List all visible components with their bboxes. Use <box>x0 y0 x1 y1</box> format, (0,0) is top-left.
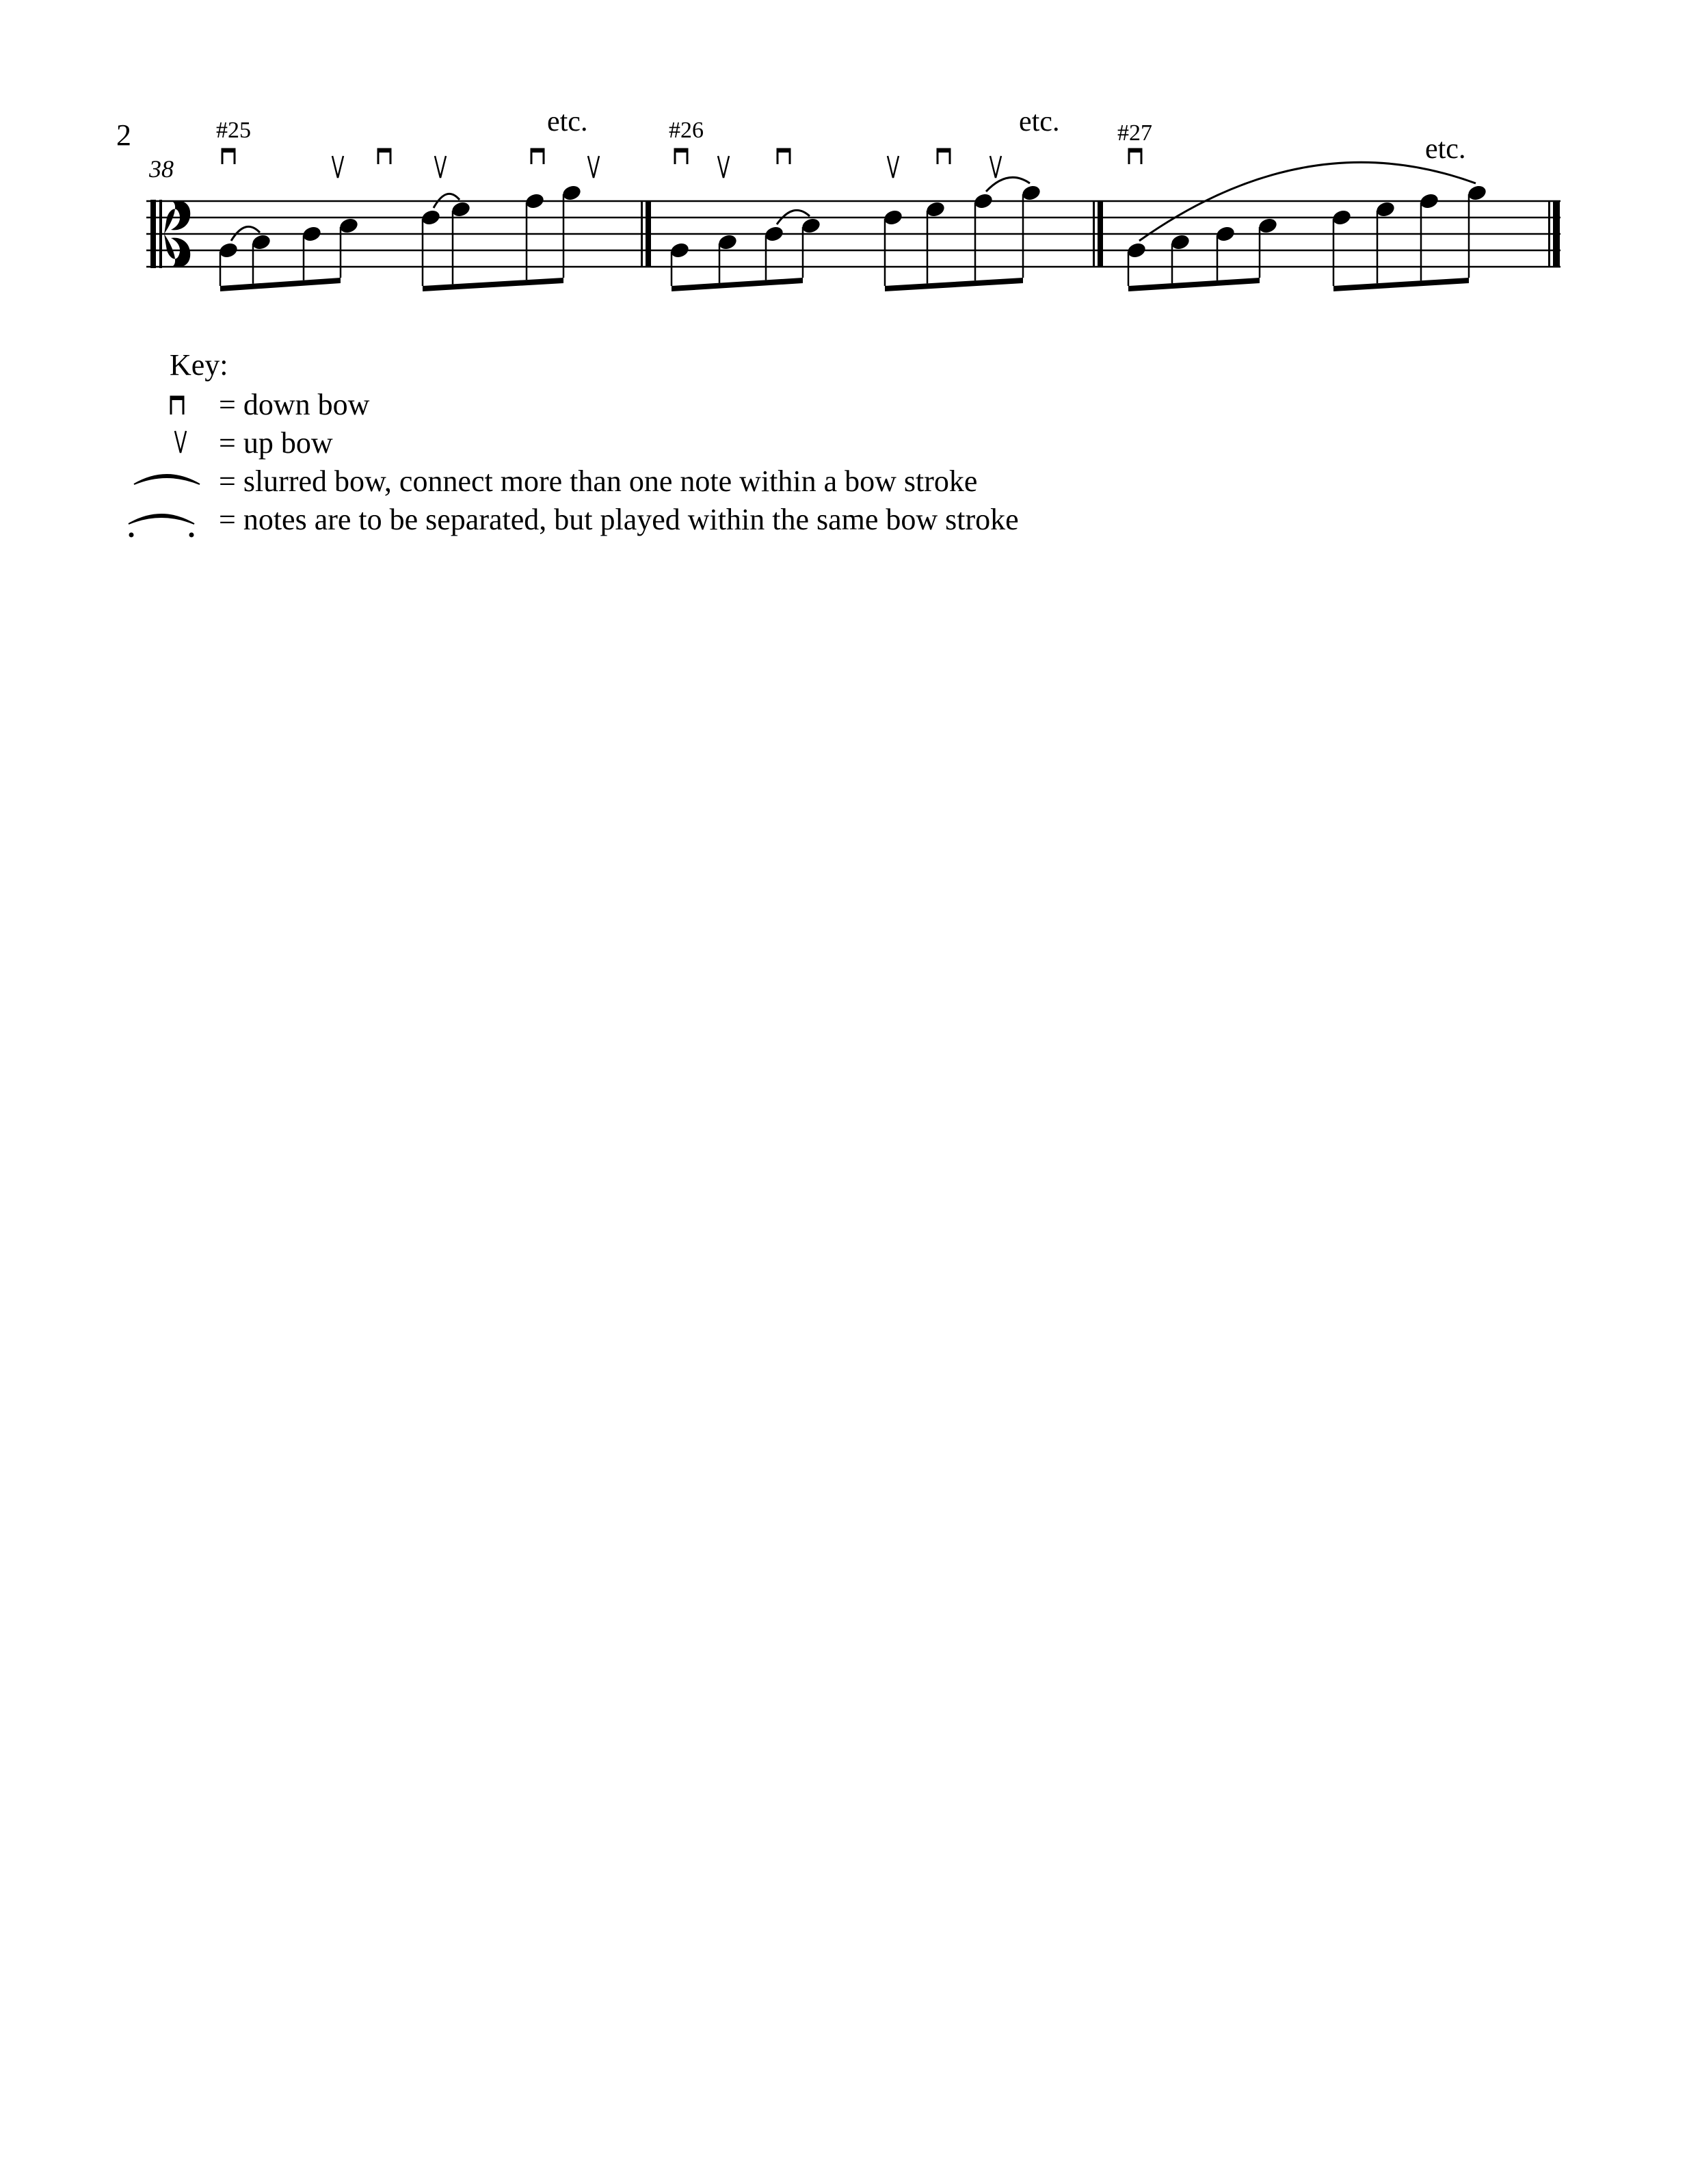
notes-layer <box>218 184 1488 260</box>
beam <box>1333 278 1469 291</box>
up-bow-icon <box>123 425 212 464</box>
up-bow-icon <box>888 156 899 178</box>
key-item-down-bow <box>123 387 1286 425</box>
up-bow-icon <box>990 156 1001 178</box>
slur <box>986 177 1030 192</box>
etc-marking-26: etc. <box>1019 106 1060 137</box>
up-bow-icon <box>332 156 343 178</box>
beam <box>220 278 341 291</box>
beam <box>885 278 1023 291</box>
exercise-label-25: #25 <box>216 118 251 143</box>
key-item-slur <box>123 464 1286 502</box>
down-bow-icon <box>222 148 235 164</box>
key-item-up-bow <box>123 425 1286 464</box>
up-bow-icon <box>435 156 446 178</box>
measure-number: 38 <box>149 155 174 183</box>
down-bow-icon <box>378 148 390 164</box>
staff-lines <box>146 201 1560 267</box>
up-bow-icon <box>588 156 599 178</box>
key-text-portato: = notes are to be separated, but played within the same bow stroke <box>219 503 1019 536</box>
beam <box>672 278 803 291</box>
exercise-label-26: #26 <box>669 118 704 143</box>
up-bow-icon <box>718 156 729 178</box>
etc-marking-25: etc. <box>547 106 588 137</box>
music-staff <box>0 0 1687 315</box>
key-item-portato <box>123 502 1286 540</box>
down-bow-icon <box>123 387 212 425</box>
beams-layer <box>220 194 1469 291</box>
down-bow-icon <box>531 148 544 164</box>
key-text-down-bow: = down bow <box>219 388 370 421</box>
slur-icon <box>123 464 212 502</box>
beam <box>1128 278 1260 291</box>
page-number: 2 <box>116 118 131 152</box>
beam <box>423 278 563 291</box>
etc-marking-27: etc. <box>1425 133 1466 165</box>
key-text-slur: = slurred bow, connect more than one note within a bow stroke <box>219 464 978 498</box>
key-title: Key: <box>170 348 228 382</box>
down-bow-icon <box>675 148 687 164</box>
down-bow-icon <box>778 148 790 164</box>
portato-icon <box>123 502 212 540</box>
bowings-layer <box>222 148 1141 178</box>
down-bow-icon <box>938 148 950 164</box>
exercise-label-27: #27 <box>1117 120 1152 146</box>
key-text-up-bow: = up bow <box>219 426 333 460</box>
down-bow-icon <box>1129 148 1141 164</box>
